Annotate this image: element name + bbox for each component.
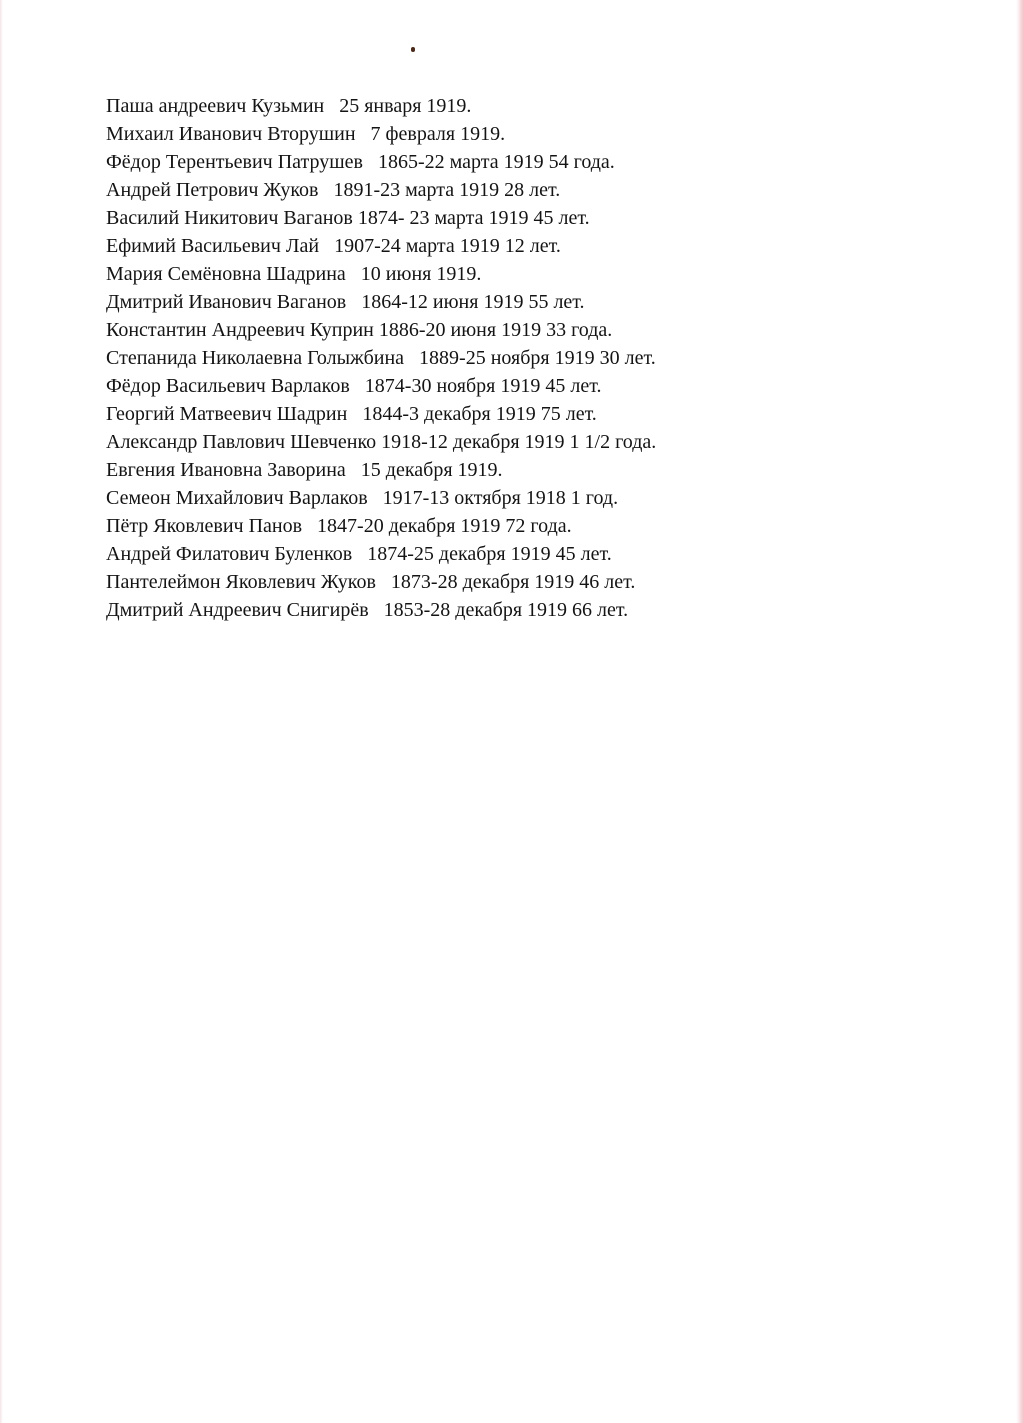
list-item: Ефимий Васильевич Лай 1907-24 марта 1919 12 лет. (106, 235, 561, 257)
list-item: Семеон Михайлович Варлаков 1917-13 октября 1918 1 год. (106, 487, 619, 509)
list-item: Георгий Матвеевич Шадрин 1844-3 декабря 1919 75 лет. (106, 403, 597, 425)
death-record-list (106, 92, 806, 624)
list-item: Мария Семёновна Шадрина 10 июня 1919. (106, 263, 482, 285)
list-item: Дмитрий Иванович Ваганов 1864-12 июня 1919 55 лет. (106, 291, 585, 313)
ink-speck (411, 47, 415, 52)
list-item: Фёдор Васильевич Варлаков 1874-30 ноября 1919 45 лет. (106, 375, 602, 397)
list-item: Андрей Филатович Буленков 1874-25 декабря 1919 45 лет. (106, 543, 612, 565)
list-item: Андрей Петрович Жуков 1891-23 марта 1919 28 лет. (106, 179, 561, 201)
list-item: Пётр Яковлевич Панов 1847-20 декабря 1919 72 года. (106, 515, 572, 537)
list-item: Дмитрий Андреевич Снигирёв 1853-28 декабря 1919 66 лет. (106, 599, 629, 621)
list-item: Василий Никитович Ваганов 1874- 23 марта 1919 45 лет. (106, 207, 590, 229)
list-item: Степанида Николаевна Голыжбина 1889-25 ноября 1919 30 лет. (106, 347, 656, 369)
list-item: Пантелеймон Яковлевич Жуков 1873-28 декабря 1919 46 лет. (106, 571, 636, 593)
list-item: Константин Андреевич Куприн 1886-20 июня 1919 33 года. (106, 319, 613, 341)
list-item: Михаил Иванович Вторушин 7 февраля 1919. (106, 123, 506, 145)
list-item: Фёдор Терентьевич Патрушев 1865-22 марта 1919 54 года. (106, 151, 615, 173)
page-edge-right (1016, 0, 1024, 1423)
page-edge-left (0, 0, 3, 1423)
list-item: Александр Павлович Шевченко 1918-12 декабря 1919 1 1/2 года. (106, 431, 657, 453)
list-item: Паша андреевич Кузьмин 25 января 1919. (106, 95, 472, 117)
list-item: Евгения Ивановна Заворина 15 декабря 1919. (106, 459, 503, 481)
